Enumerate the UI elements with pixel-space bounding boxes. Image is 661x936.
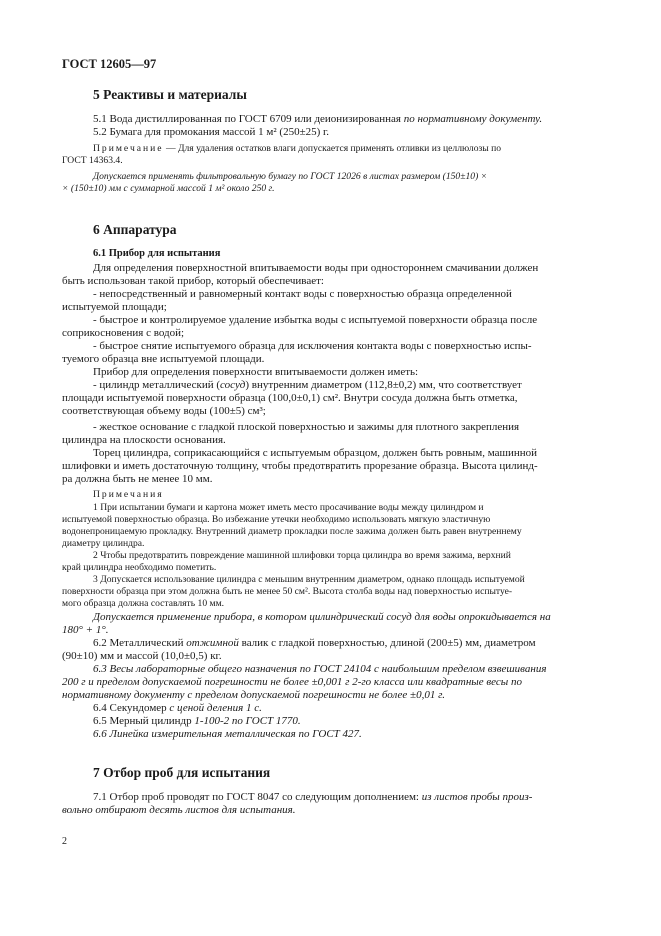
notes-label: Примечания xyxy=(93,489,164,500)
cylinder-text: - цилиндр металлический ( xyxy=(93,379,221,391)
para-6-1-line: шлифовки и иметь достаточную толщину, чтобы предотвратить прорезание образца. Высота цилинд- xyxy=(62,460,538,472)
para-6-1-line: Для определения поверхностной впитываемости воды при одностороннем смачивании должен xyxy=(93,262,539,274)
section-6-title: 6 Аппаратура xyxy=(93,222,177,237)
para-6-2-text: 6.2 Металлический xyxy=(93,637,187,649)
para-6-1-line: быть использован такой прибор, который обеспечивает: xyxy=(62,275,324,287)
para-5-1-text: 5.1 Вода дистиллированная по ГОСТ 6709 или деионизированная xyxy=(93,113,404,125)
para-6-1-line: испытуемой площади; xyxy=(62,301,167,313)
para-6-2 xyxy=(93,637,536,650)
para-7-1-text: 7.1 Отбор проб проводят по ГОСТ 8047 со следующим дополнением: xyxy=(93,791,422,803)
cylinder-text: ) внутренним диаметром (112,8±0,2) мм, что соответствует xyxy=(245,379,522,391)
italic-5-1: Допускается применять фильтровальную бумагу по ГОСТ 12026 в листах размером (150±10) × xyxy=(93,171,488,182)
note-line: водонепроницаемую прокладку. Внутренний диаметр прокладки после зажима должен быть равен внутреннему xyxy=(62,526,522,537)
para-6-1-line: ра должна быть не менее 10 мм. xyxy=(62,473,213,485)
para-6-4 xyxy=(93,702,262,715)
para-6-2-italic: отжимной xyxy=(186,637,239,649)
para-5-1-italic: по нормативному документу. xyxy=(403,113,543,125)
cylinder-italic: сосуд xyxy=(220,379,246,391)
note-5-cont: ГОСТ 14363.4. xyxy=(62,155,123,166)
para-6-4-italic: с ценой деления 1 с. xyxy=(169,702,262,714)
italic-5-2: × (150±10) мм с суммарной массой 1 м² около 250 г. xyxy=(62,183,275,194)
section-7-title: 7 Отбор проб для испытания xyxy=(93,765,271,780)
para-6-4-text: 6.4 Секундомер xyxy=(93,702,170,714)
para-6-3: нормативному документу с пределом допускаемой погрешности не более ±0,01 г. xyxy=(62,689,445,701)
note-line: край цилиндра необходимо пометить. xyxy=(62,562,217,573)
note-line: 3 Допускается использование цилиндра с меньшим внутренним диаметром, однако площадь испытуемой xyxy=(93,574,525,585)
note-text: — Для удаления остатков влаги допускается применять отливки из целлюлозы по xyxy=(163,143,502,154)
para-6-1-line: туемого образца вне испытуемой площади. xyxy=(62,353,265,365)
para-6-2-text: валик с гладкой поверхностью, длиной (200±5) мм, диаметром xyxy=(238,637,536,649)
para-6-1-line: Прибор для определения поверхности впитываемости должен иметь: xyxy=(93,366,419,378)
para-6-1-line: площади испытуемой поверхности образца (100,0±0,1) см². Внутри сосуда должна быть отметка, xyxy=(62,392,518,404)
para-6-3: 200 г и пределом допускаемой погрешности не более ±0,001 г 2-го класса или квадратные весы по xyxy=(62,676,522,688)
para-7-1-cont: вольно отбирают десять листов для испытания. xyxy=(62,804,296,816)
para-6-1-line xyxy=(93,379,522,392)
section-5-title: 5 Реактивы и материалы xyxy=(93,87,247,102)
note-line: 1 При испытании бумаги и картона может иметь место просачивание воды между цилиндром и xyxy=(93,502,484,513)
para-6-1-line: - быстрое и контролируемое удаление избытка воды с испытуемой поверхности образца после xyxy=(93,314,538,326)
para-5-1 xyxy=(93,113,542,126)
document-header: ГОСТ 12605—97 xyxy=(62,57,157,71)
italic-6-2: 180° + 1°. xyxy=(62,624,109,636)
para-6-5-italic: 1-100-2 по ГОСТ 1770. xyxy=(194,715,301,727)
note-line: поверхности образца при этом должна быть не менее 50 см². Высота столба воды над поверхностью испытуе- xyxy=(62,586,513,597)
para-6-1-line: - жесткое основание с гладкой плоской поверхностью и зажимы для плотного закрепления xyxy=(93,421,520,433)
para-6-1-line: цилиндра на плоскости основания. xyxy=(62,434,226,446)
note-line: 2 Чтобы предотвратить повреждение машинной шлифовки торца цилиндра во время зажима, верхний xyxy=(93,550,511,561)
para-6-6: 6.6 Линейка измерительная металлическая по ГОСТ 427. xyxy=(93,728,362,740)
para-6-5 xyxy=(93,715,301,728)
para-6-5-text: 6.5 Мерный цилиндр xyxy=(93,715,195,727)
para-7-1 xyxy=(93,791,532,804)
page-number: 2 xyxy=(62,836,67,847)
para-6-1-line: соответствующая объему воды (100±5) см³; xyxy=(62,405,266,417)
para-6-1-line: соприкосновения с водой; xyxy=(62,327,185,339)
note-line: мого образца должна составлять 10 мм. xyxy=(62,598,225,609)
subsection-6-1-title: 6.1 Прибор для испытания xyxy=(93,248,221,259)
para-5-2: 5.2 Бумага для промокания массой 1 м² (250±25) г. xyxy=(93,126,330,138)
para-6-2-cont: (90±10) мм и массой (10,0±0,5) кг. xyxy=(62,650,222,662)
note-line: испытуемой поверхностью образца. Во избежание утечки необходимо использовать мягкую эластичную xyxy=(62,514,491,525)
note-5 xyxy=(93,143,501,155)
note-label: Примечание xyxy=(93,143,164,154)
para-6-1-line: Торец цилиндра, соприкасающийся с испытуемым образцом, должен быть ровным, машинной xyxy=(93,447,537,459)
para-6-1-line: - быстрое снятие испытуемого образца для исключения контакта воды с поверхностью испы- xyxy=(93,340,532,352)
italic-6-1: Допускается применение прибора, в котором цилиндрический сосуд для воды опрокидывается на xyxy=(93,611,551,623)
para-7-1-italic: из листов пробы произ- xyxy=(421,791,533,803)
para-6-1-line: - непосредственный и равномерный контакт воды с поверхностью образца определенной xyxy=(93,288,512,300)
note-line: диаметру цилиндра. xyxy=(62,538,145,549)
para-6-3: 6.3 Весы лабораторные общего назначения по ГОСТ 24104 с наибольшим пределом взвешивания xyxy=(93,663,547,675)
